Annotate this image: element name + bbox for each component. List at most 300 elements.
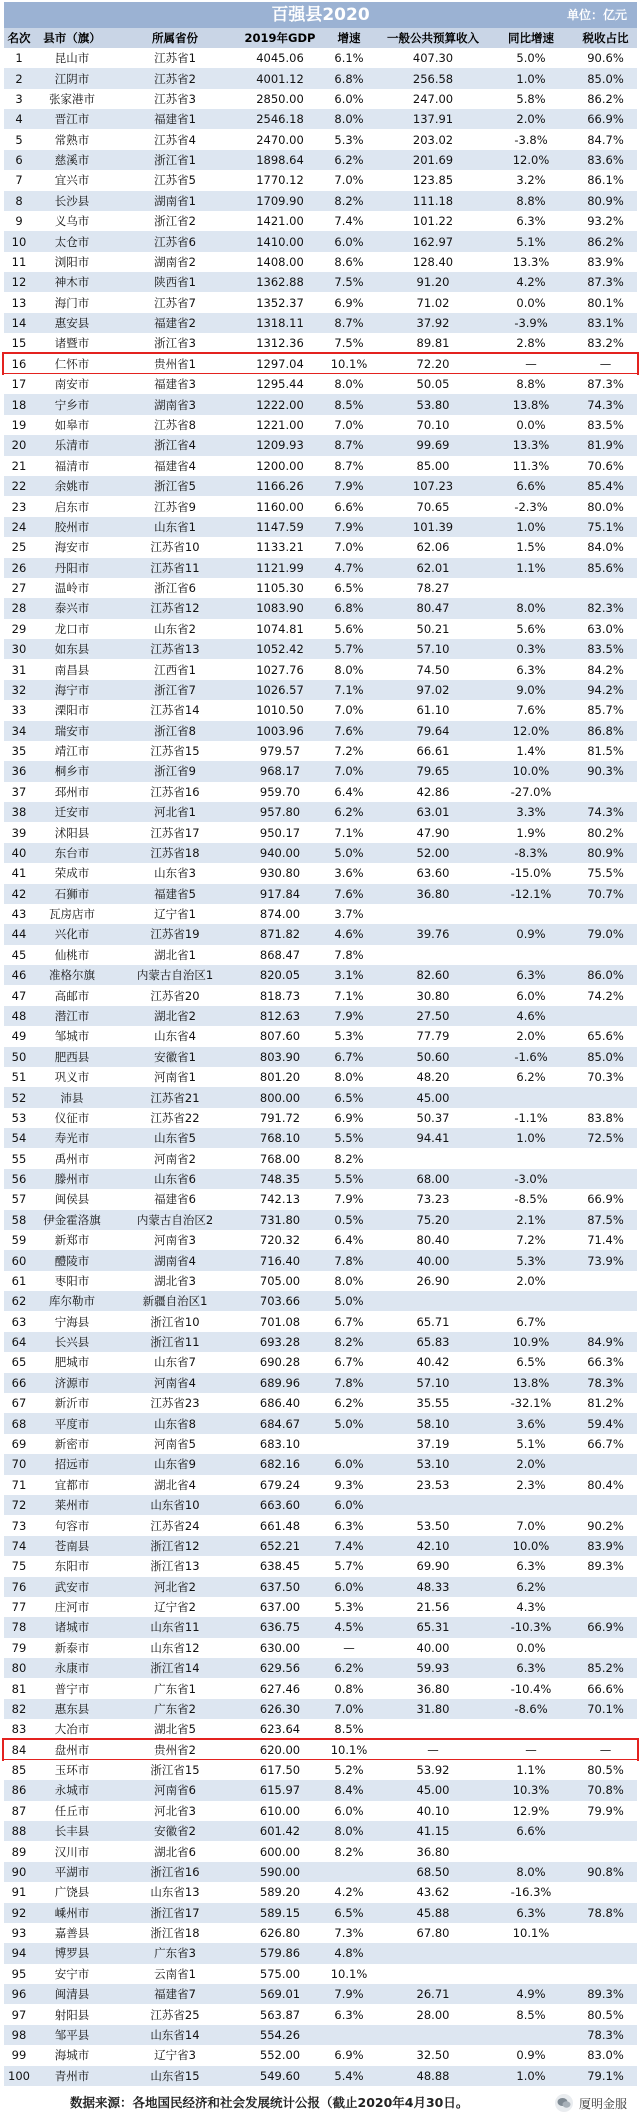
yoy-cell: 0.0%	[516, 1640, 546, 1655]
province-cell: 山东省10	[150, 1498, 200, 1513]
county-cell: 惠东县	[54, 1701, 90, 1716]
province-cell: 广东省3	[154, 1946, 196, 1961]
table-row	[4, 1413, 637, 1433]
rank-cell: 51	[11, 1070, 27, 1085]
gdp-cell: 1362.88	[256, 275, 304, 290]
budget-cell: 23.53	[416, 1477, 450, 1492]
county-cell: 肥城市	[54, 1355, 90, 1370]
table-row	[4, 598, 637, 618]
table-row	[4, 1597, 637, 1617]
province-cell: 河南省1	[154, 1070, 196, 1085]
county-cell: 惠安县	[54, 316, 90, 331]
yoy-cell: 6.3%	[516, 1905, 546, 1920]
yoy-cell: -1.6%	[514, 1049, 548, 1064]
gdp-cell: 682.16	[259, 1457, 301, 1472]
budget-cell: 39.76	[416, 927, 450, 942]
gdp-cell: 1010.50	[256, 703, 304, 718]
yoy-cell	[488, 578, 574, 598]
growth-cell: 7.4%	[334, 1538, 364, 1553]
province-cell: 福建省5	[154, 886, 196, 901]
growth-cell: 9.3%	[334, 1477, 364, 1492]
growth-cell: 8.0%	[334, 1273, 364, 1288]
gdp-cell: 638.45	[259, 1559, 301, 1574]
county-cell: 平度市	[54, 1416, 90, 1431]
rank-cell: 35	[11, 744, 27, 759]
county-cell: 准格尔旗	[49, 968, 95, 983]
budget-cell	[378, 2025, 488, 2045]
yoy-cell: 10.0%	[512, 1538, 550, 1553]
growth-cell: 10.1%	[330, 1966, 368, 1981]
gdp-cell: 1318.11	[256, 316, 304, 331]
county-cell: 兴化市	[54, 927, 90, 942]
growth-cell: 6.9%	[334, 295, 364, 310]
growth-cell: 7.9%	[334, 519, 364, 534]
county-cell: 邹城市	[54, 1029, 90, 1044]
yoy-cell: 2.0%	[516, 1029, 546, 1044]
budget-cell: 71.02	[416, 295, 450, 310]
gdp-cell: 1408.00	[256, 254, 304, 269]
table-row	[4, 822, 637, 842]
tax-ratio-cell: 85.0%	[587, 71, 624, 86]
province-cell: 湖南省4	[154, 1253, 196, 1268]
province-cell: 浙江省6	[154, 581, 196, 596]
province-cell: 江苏省25	[150, 2007, 200, 2022]
tax-ratio-cell: 82.3%	[587, 601, 624, 616]
county-cell: 常熟市	[54, 132, 90, 147]
yoy-cell: 6.3%	[516, 1559, 546, 1574]
table-row	[4, 1638, 637, 1658]
budget-cell: 40.00	[416, 1253, 450, 1268]
province-cell: 福建省3	[154, 377, 196, 392]
tax-ratio-cell: 90.6%	[587, 51, 624, 66]
rank-cell: 46	[11, 968, 27, 983]
county-cell: 乐清市	[54, 438, 90, 453]
tax-ratio-cell	[574, 1454, 637, 1474]
yoy-cell: 0.3%	[516, 642, 546, 657]
table-row	[4, 904, 637, 924]
yoy-cell: -8.3%	[514, 845, 548, 860]
growth-cell: 6.2%	[334, 1396, 364, 1411]
county-cell: 晋江市	[54, 112, 90, 127]
rank-cell: 88	[11, 1824, 27, 1839]
province-cell: 河南省4	[154, 1375, 196, 1390]
rank-cell: 96	[11, 1987, 27, 2002]
gdp-cell: 569.01	[259, 1987, 301, 2002]
province-cell: 浙江省14	[150, 1661, 200, 1676]
table-row	[4, 1903, 637, 1923]
growth-cell: 7.6%	[334, 886, 364, 901]
budget-cell: 101.39	[412, 519, 454, 534]
table-row	[4, 1536, 637, 1556]
yoy-cell: 4.2%	[516, 275, 546, 290]
table-row	[4, 680, 637, 700]
rank-cell: 67	[11, 1396, 27, 1411]
budget-cell: 99.69	[416, 438, 450, 453]
province-cell: 浙江省4	[154, 438, 196, 453]
budget-cell: 40.00	[416, 1640, 450, 1655]
gdp-cell: 803.90	[259, 1049, 301, 1064]
county-cell: 宁乡市	[54, 397, 90, 412]
gdp-cell: 636.75	[259, 1620, 301, 1635]
gdp-cell: 957.80	[259, 805, 301, 820]
budget-cell: 47.90	[416, 825, 450, 840]
budget-cell: 41.15	[416, 1824, 450, 1839]
gdp-cell: 748.35	[259, 1172, 301, 1187]
table-row	[4, 1475, 637, 1495]
budget-cell: 40.42	[416, 1355, 450, 1370]
rank-cell: 97	[11, 2007, 27, 2022]
tax-ratio-cell: 84.9%	[587, 1335, 624, 1350]
rank-cell: 34	[11, 723, 27, 738]
yoy-cell: 0.9%	[516, 927, 546, 942]
yoy-cell: 8.0%	[516, 601, 546, 616]
county-cell: 启东市	[54, 499, 90, 514]
rank-cell: 72	[11, 1498, 27, 1513]
growth-cell: 5.2%	[334, 1763, 364, 1778]
gdp-cell: 1074.81	[256, 621, 304, 636]
province-cell: 江苏省24	[150, 1518, 200, 1533]
budget-cell: 70.65	[416, 499, 450, 514]
budget-cell: 72.20	[416, 356, 450, 371]
gdp-cell: 1312.36	[256, 336, 304, 351]
gdp-cell: 686.40	[259, 1396, 301, 1411]
gdp-cell: 703.66	[259, 1294, 301, 1309]
rank-cell: 61	[11, 1273, 27, 1288]
gdp-cell: 716.40	[259, 1253, 301, 1268]
growth-cell: 6.3%	[334, 2007, 364, 2022]
county-cell: 宜兴市	[54, 173, 90, 188]
budget-cell: 37.19	[416, 1436, 450, 1451]
gdp-cell: 820.05	[259, 968, 301, 983]
yoy-cell: 7.0%	[516, 1518, 546, 1533]
table-row	[4, 1740, 637, 1760]
gdp-cell: 968.17	[259, 764, 301, 779]
yoy-cell	[488, 1495, 574, 1515]
table-row	[4, 863, 637, 883]
growth-cell: 6.8%	[334, 601, 364, 616]
brand[interactable]	[555, 2092, 627, 2114]
rank-cell: 45	[11, 947, 27, 962]
table-row	[4, 843, 637, 863]
yoy-cell: 3.3%	[516, 805, 546, 820]
budget-cell: 65.31	[416, 1620, 450, 1635]
tax-ratio-cell	[574, 1149, 637, 1169]
rank-cell: 60	[11, 1253, 27, 1268]
gdp-cell: 874.00	[259, 907, 301, 922]
yoy-cell: -15.0%	[510, 866, 552, 881]
budget-cell: 203.02	[412, 132, 454, 147]
gdp-cell: 1003.96	[256, 723, 304, 738]
table-row	[4, 1149, 637, 1169]
budget-cell: 78.27	[416, 581, 450, 596]
rank-cell: 5	[15, 132, 23, 147]
province-cell: 浙江省2	[154, 214, 196, 229]
rank-cell: 20	[11, 438, 27, 453]
table-row	[4, 394, 637, 414]
table-row	[4, 721, 637, 741]
gdp-cell: 1221.00	[256, 417, 304, 432]
table-row	[4, 211, 637, 231]
gdp-cell: 683.10	[259, 1436, 301, 1451]
county-cell: 普宁市	[54, 1681, 90, 1696]
yoy-cell: 6.7%	[516, 1314, 546, 1329]
table-row	[4, 1801, 637, 1821]
county-cell: 安宁市	[54, 1966, 90, 1981]
table-row	[4, 1006, 637, 1026]
growth-cell: 5.0%	[334, 845, 364, 860]
province-cell: 福建省6	[154, 1192, 196, 1207]
table-row	[4, 1210, 637, 1230]
budget-cell: 65.83	[416, 1335, 450, 1350]
province-cell: 浙江省15	[150, 1763, 200, 1778]
tax-ratio-cell	[574, 1841, 637, 1861]
budget-cell	[378, 1943, 488, 1963]
tax-ratio-cell	[574, 1943, 637, 1963]
growth-cell: 3.1%	[334, 968, 364, 983]
growth-cell: 4.8%	[334, 1946, 364, 1961]
yoy-cell	[488, 1841, 574, 1861]
province-cell: 江苏省22	[150, 1110, 200, 1125]
county-cell: 义乌市	[54, 214, 90, 229]
table-row	[4, 700, 637, 720]
table-row	[4, 1067, 637, 1087]
rank-cell: 49	[11, 1029, 27, 1044]
province-cell: 安徽省1	[154, 1049, 196, 1064]
tax-ratio-cell: 93.2%	[587, 214, 624, 229]
yoy-cell: 1.4%	[516, 744, 546, 759]
table-row	[4, 68, 637, 88]
gdp-cell: 679.24	[259, 1477, 301, 1492]
rank-cell: 85	[11, 1763, 27, 1778]
province-cell: 山东省3	[154, 866, 196, 881]
province-cell: 新疆自治区1	[142, 1294, 208, 1309]
rank-cell: 15	[11, 336, 27, 351]
rank-cell: 48	[11, 1009, 27, 1023]
yoy-cell: 5.6%	[516, 621, 546, 636]
growth-cell: 6.2%	[334, 805, 364, 820]
county-cell: 沛县	[60, 1090, 84, 1105]
county-cell: 莱州市	[54, 1498, 90, 1513]
gdp-cell: 623.64	[259, 1722, 301, 1737]
tax-ratio-cell: 90.8%	[587, 1864, 624, 1879]
budget-cell: 35.55	[416, 1396, 450, 1411]
province-cell: 浙江省12	[150, 1538, 200, 1553]
budget-cell	[378, 904, 488, 924]
tax-ratio-cell: 86.2%	[587, 91, 624, 106]
growth-cell: 6.9%	[334, 1110, 364, 1125]
county-cell: 任丘市	[54, 1803, 90, 1818]
gdp-cell: 630.00	[259, 1640, 301, 1655]
gdp-cell: 1898.64	[256, 153, 304, 168]
county-cell: 石狮市	[54, 886, 90, 901]
gdp-cell: 979.57	[259, 744, 301, 759]
yoy-cell: 1.0%	[516, 519, 546, 534]
growth-cell: 7.4%	[334, 214, 364, 229]
county-cell: 余姚市	[54, 479, 90, 494]
rank-cell: 29	[11, 621, 27, 636]
province-cell: 贵州省1	[154, 356, 196, 371]
tax-ratio-cell: 73.9%	[587, 1253, 624, 1268]
province-cell: 江苏省5	[154, 173, 196, 188]
gdp-cell: 940.00	[259, 845, 301, 860]
province-cell: 江苏省19	[150, 927, 200, 942]
gdp-cell: 4001.12	[256, 71, 304, 86]
county-cell: 潜江市	[54, 1009, 90, 1023]
county-cell: 嘉善县	[54, 1926, 90, 1941]
gdp-cell: 617.50	[259, 1763, 301, 1778]
yoy-cell: 1.1%	[516, 560, 546, 575]
table-row	[4, 924, 637, 944]
rank-cell: 58	[11, 1212, 27, 1227]
table-row	[4, 2025, 637, 2045]
growth-cell: 8.7%	[334, 458, 364, 473]
budget-cell: 162.97	[412, 234, 454, 249]
county-cell: 海安市	[54, 540, 90, 555]
rank-cell: 22	[11, 479, 27, 494]
yoy-cell: -8.6%	[514, 1701, 548, 1716]
table-row	[4, 578, 637, 598]
tax-ratio-cell: 66.7%	[587, 1436, 624, 1451]
tax-ratio-cell: 80.4%	[587, 1477, 624, 1492]
yoy-cell: 6.0%	[516, 988, 546, 1003]
growth-cell: 7.8%	[334, 1375, 364, 1390]
tax-ratio-cell: 75.1%	[587, 519, 624, 534]
county-cell: 海城市	[54, 2048, 90, 2063]
rank-cell: 84	[11, 1742, 27, 1757]
table-row	[4, 1230, 637, 1250]
budget-cell: 111.18	[412, 193, 454, 208]
rank-cell: 92	[11, 1905, 27, 1920]
table-row	[4, 191, 637, 211]
growth-cell: 6.2%	[334, 1661, 364, 1676]
rank-cell: 99	[11, 2048, 27, 2063]
rank-cell: 25	[11, 540, 27, 555]
province-cell: 江苏省15	[150, 744, 200, 759]
growth-cell: 8.7%	[334, 316, 364, 331]
yoy-cell: 2.8%	[516, 336, 546, 351]
rank-cell: 50	[11, 1049, 27, 1064]
table-row	[4, 1617, 637, 1637]
yoy-cell: 11.3%	[512, 458, 550, 473]
county-cell: 新泰市	[54, 1640, 90, 1655]
gdp-cell: 1027.76	[256, 662, 304, 677]
gdp-cell: 552.00	[259, 2048, 301, 2063]
yoy-cell: 6.2%	[516, 1070, 546, 1085]
budget-cell: 89.81	[416, 336, 450, 351]
yoy-cell: 7.6%	[516, 703, 546, 718]
gdp-cell: 610.00	[259, 1803, 301, 1818]
province-cell: 山东省7	[154, 1355, 196, 1370]
table-row	[4, 1393, 637, 1413]
yoy-cell: 6.3%	[516, 214, 546, 229]
tax-ratio-cell: 74.3%	[587, 805, 624, 820]
yoy-cell: 2.0%	[516, 1273, 546, 1288]
tax-ratio-cell: 84.0%	[587, 540, 624, 555]
province-cell: 浙江省17	[150, 1905, 200, 1920]
yoy-cell: 2.0%	[516, 1457, 546, 1472]
yoy-cell	[488, 945, 574, 965]
province-cell: 内蒙古自治区1	[136, 968, 214, 983]
rank-cell: 38	[11, 805, 27, 820]
tax-ratio-cell	[574, 1577, 637, 1597]
yoy-cell: 6.5%	[516, 1355, 546, 1370]
yoy-cell: 6.2%	[516, 1579, 546, 1594]
county-cell: 如东县	[54, 642, 90, 657]
rank-cell: 76	[11, 1579, 27, 1594]
tax-ratio-cell: 85.2%	[587, 1661, 624, 1676]
rank-cell: 12	[11, 275, 27, 290]
tax-ratio-cell: 83.0%	[587, 2048, 624, 2063]
growth-cell: 5.7%	[334, 1559, 364, 1574]
budget-cell: 74.50	[416, 662, 450, 677]
yoy-cell: 13.8%	[512, 397, 550, 412]
county-cell: 新沂市	[54, 1396, 90, 1411]
gdp-cell: 601.42	[259, 1824, 301, 1839]
tax-ratio-cell: 83.9%	[587, 1538, 624, 1553]
growth-cell: 6.7%	[334, 1314, 364, 1329]
county-cell: 寿光市	[54, 1131, 90, 1146]
table-row	[4, 985, 637, 1005]
gdp-cell: 590.00	[259, 1864, 301, 1879]
table-row	[4, 884, 637, 904]
budget-cell: 36.80	[416, 1844, 450, 1859]
tax-ratio-cell	[574, 782, 637, 802]
province-cell: 贵州省2	[154, 1742, 196, 1757]
tax-ratio-cell: 70.1%	[587, 1701, 624, 1716]
table-row	[4, 802, 637, 822]
growth-cell: 7.9%	[334, 479, 364, 494]
growth-cell: 8.5%	[334, 397, 364, 412]
gdp-cell: 1105.30	[256, 581, 304, 596]
county-cell: 神木市	[54, 275, 90, 290]
gdp-cell: 1160.00	[256, 499, 304, 514]
page-title: 百强县2020	[271, 5, 370, 25]
growth-cell: 8.0%	[334, 112, 364, 127]
budget-cell: 68.00	[416, 1172, 450, 1187]
rank-cell: 98	[11, 2028, 27, 2042]
growth-cell: 6.8%	[334, 71, 364, 86]
county-cell: 迁安市	[54, 805, 90, 820]
gdp-cell: 600.00	[259, 1844, 301, 1859]
table-row	[4, 1495, 637, 1515]
yoy-cell: 1.5%	[516, 540, 546, 555]
province-cell: 山东省14	[150, 2028, 200, 2042]
table-row	[4, 476, 637, 496]
table-row	[4, 558, 637, 578]
county-cell: 瓦房店市	[49, 907, 95, 922]
growth-cell: 8.2%	[334, 193, 364, 208]
rank-cell: 90	[11, 1864, 27, 1879]
county-cell: 龙口市	[54, 621, 90, 636]
yoy-cell: 4.6%	[516, 1009, 546, 1023]
gdp-cell: 1709.90	[256, 193, 304, 208]
rank-cell: 17	[11, 377, 27, 392]
table-row	[4, 374, 637, 394]
table-row	[4, 1862, 637, 1882]
yoy-cell: 13.3%	[512, 438, 550, 453]
budget-cell: 91.20	[416, 275, 450, 290]
tax-ratio-cell: 66.9%	[587, 1620, 624, 1635]
gdp-cell: 615.97	[259, 1783, 301, 1798]
gdp-cell: 1166.26	[256, 479, 304, 494]
rank-cell: 43	[11, 907, 27, 922]
tax-ratio-cell: 78.3%	[587, 1375, 624, 1390]
rank-cell: 36	[11, 764, 27, 779]
table-header	[4, 28, 637, 48]
tax-ratio-cell: 89.3%	[587, 1559, 624, 1574]
title-bar	[4, 2, 637, 28]
budget-cell: 45.00	[416, 1090, 450, 1105]
